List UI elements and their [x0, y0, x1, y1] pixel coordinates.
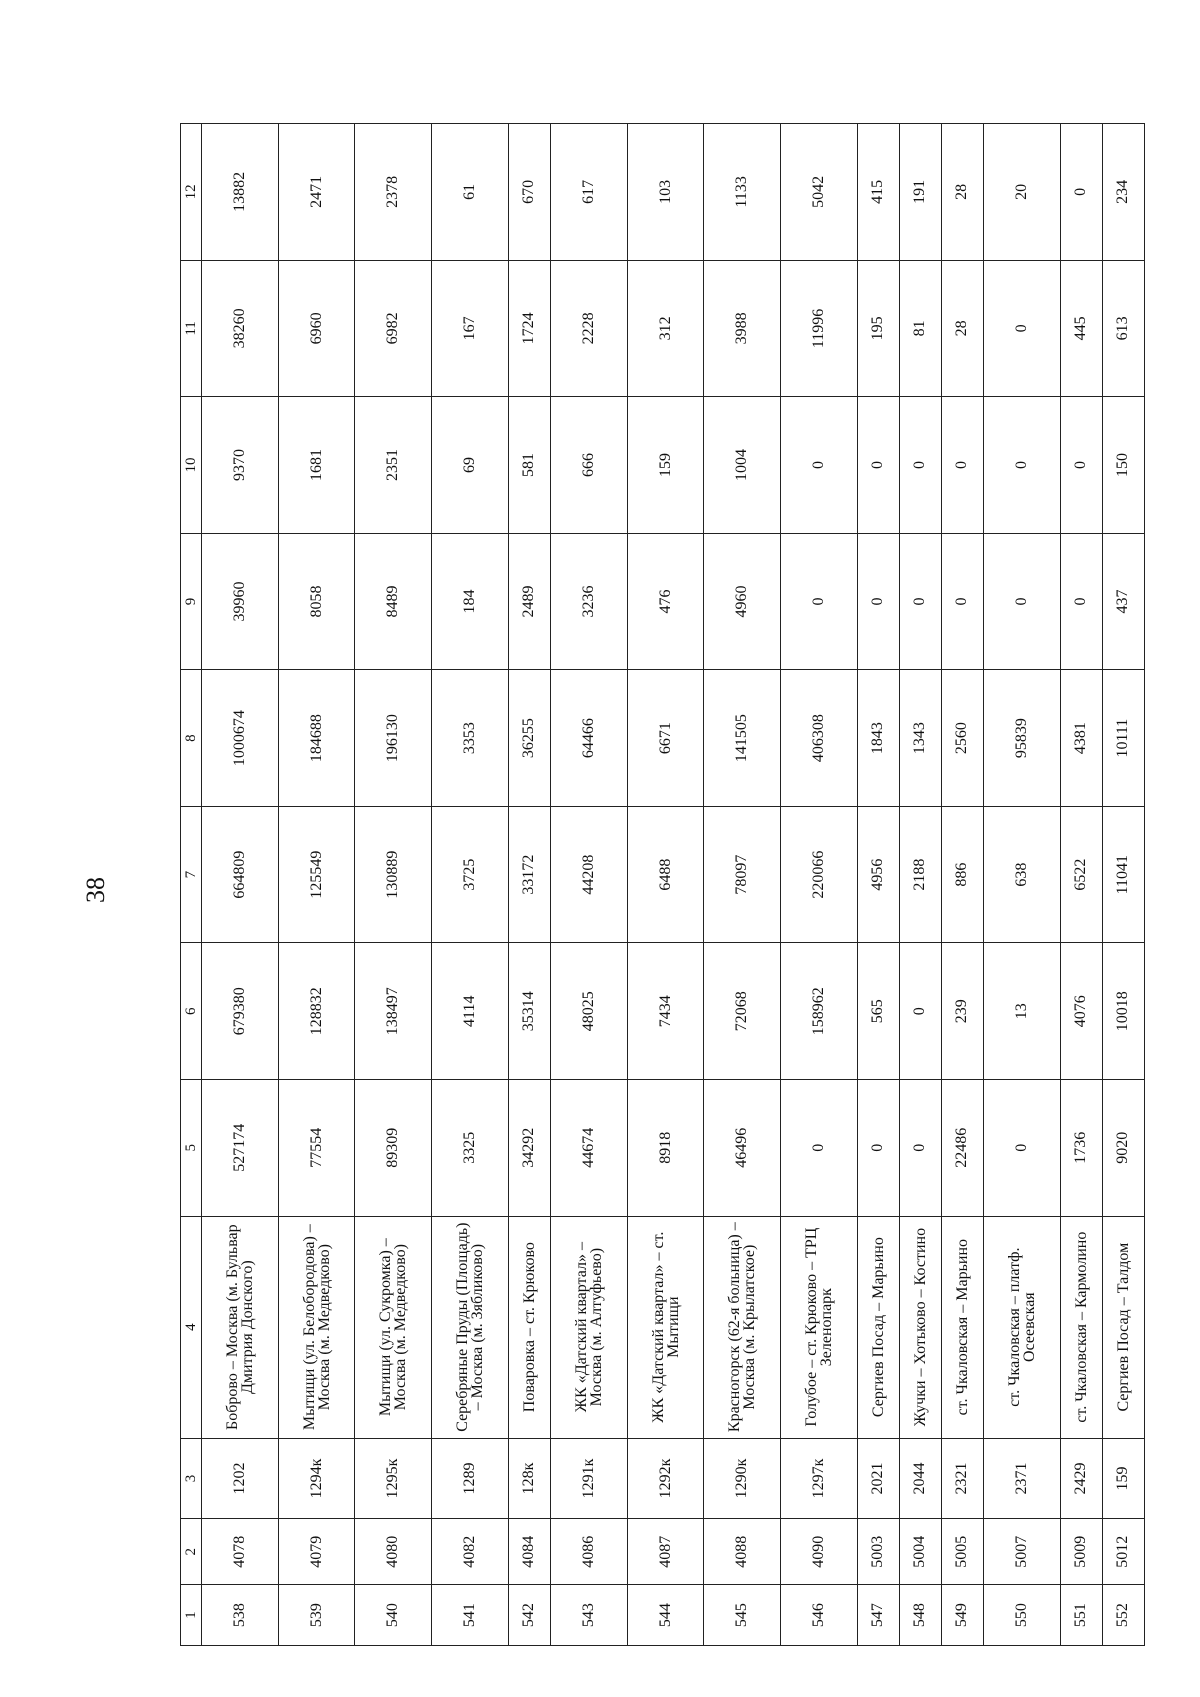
table-row	[432, 124, 509, 1646]
table-cell: 64466	[550, 670, 627, 807]
table-cell: 547	[857, 1585, 899, 1646]
table-cell: 44674	[550, 1080, 627, 1217]
table-cell: 541	[432, 1585, 509, 1646]
table-cell: 4084	[508, 1519, 550, 1585]
table-cell: 638	[984, 806, 1061, 943]
table-row	[1102, 124, 1144, 1646]
table-row	[984, 124, 1061, 1646]
table-cell: 2044	[899, 1438, 941, 1519]
table-cell: 11996	[781, 260, 858, 397]
table-cell: 2188	[899, 806, 941, 943]
table-cell: 89309	[355, 1080, 432, 1217]
route-cell: Серебряные Пруды (Площадь) – Москва (м. Зябликово)	[432, 1216, 509, 1438]
table-cell: 46496	[704, 1080, 781, 1217]
table-body	[202, 124, 1145, 1646]
table-cell: 1736	[1060, 1080, 1102, 1217]
table-cell: 13	[984, 943, 1061, 1080]
table-cell: 6522	[1060, 806, 1102, 943]
table-cell: 1004	[704, 397, 781, 534]
table-cell: 0	[857, 533, 899, 670]
table-cell: 437	[1102, 533, 1144, 670]
data-table	[180, 123, 1145, 1646]
table-cell: 540	[355, 1585, 432, 1646]
table-cell: 8918	[627, 1080, 704, 1217]
column-header: 5	[181, 1080, 202, 1217]
table-row	[355, 124, 432, 1646]
table-cell: 886	[941, 806, 983, 943]
table-cell: 1295к	[355, 1438, 432, 1519]
table-cell: 8489	[355, 533, 432, 670]
table-cell: 191	[899, 124, 941, 261]
table-cell: 3325	[432, 1080, 509, 1217]
table-cell: 544	[627, 1585, 704, 1646]
table-cell: 36255	[508, 670, 550, 807]
route-cell: Сергиев Посад – Марьино	[857, 1216, 899, 1438]
table-cell: 581	[508, 397, 550, 534]
table-cell: 1290к	[704, 1438, 781, 1519]
table-row	[278, 124, 355, 1646]
table-cell: 2429	[1060, 1438, 1102, 1519]
table-cell: 6671	[627, 670, 704, 807]
table-row	[202, 124, 279, 1646]
table-cell: 0	[899, 533, 941, 670]
table-cell: 0	[984, 1080, 1061, 1217]
table-cell: 4080	[355, 1519, 432, 1585]
table-cell: 128832	[278, 943, 355, 1080]
table-cell: 35314	[508, 943, 550, 1080]
column-header: 12	[181, 124, 202, 261]
table-cell: 9020	[1102, 1080, 1144, 1217]
table-cell: 670	[508, 124, 550, 261]
table-cell: 28	[941, 260, 983, 397]
table-cell: 234	[1102, 124, 1144, 261]
route-cell: ст. Чкаловская – Марьино	[941, 1216, 983, 1438]
table-cell: 546	[781, 1585, 858, 1646]
table-cell: 4956	[857, 806, 899, 943]
table-cell: 0	[857, 397, 899, 534]
table-cell: 613	[1102, 260, 1144, 397]
table-cell: 34292	[508, 1080, 550, 1217]
column-header: 2	[181, 1519, 202, 1585]
table-cell: 130889	[355, 806, 432, 943]
table-cell: 565	[857, 943, 899, 1080]
table-cell: 5012	[1102, 1519, 1144, 1585]
table-cell: 184	[432, 533, 509, 670]
table-cell: 2021	[857, 1438, 899, 1519]
table-row	[899, 124, 941, 1646]
route-cell: Сергиев Посад – Талдом	[1102, 1216, 1144, 1438]
table-cell: 5042	[781, 124, 858, 261]
table-cell: 476	[627, 533, 704, 670]
table-cell: 445	[1060, 260, 1102, 397]
table-cell: 0	[857, 1080, 899, 1217]
table-cell: 6960	[278, 260, 355, 397]
route-cell: ЖК «Датский квартал» – Москва (м. Алтуфьево)	[550, 1216, 627, 1438]
column-header: 1	[181, 1585, 202, 1646]
table-cell: 0	[899, 943, 941, 1080]
table-cell: 95839	[984, 670, 1061, 807]
table-cell: 22486	[941, 1080, 983, 1217]
table-row	[781, 124, 858, 1646]
table-cell: 5007	[984, 1519, 1061, 1585]
table-cell: 3725	[432, 806, 509, 943]
table-cell: 0	[941, 397, 983, 534]
route-cell: Голубое – ст. Крюково – ТРЦ Зеленопарк	[781, 1216, 858, 1438]
table-cell: 72068	[704, 943, 781, 1080]
table-cell: 158962	[781, 943, 858, 1080]
table-row	[704, 124, 781, 1646]
table-cell: 548	[899, 1585, 941, 1646]
data-table-rotated	[180, 123, 1145, 1646]
route-cell: Боброво – Москва (м. Бульвар Дмитрия Донского)	[202, 1216, 279, 1438]
column-header: 10	[181, 397, 202, 534]
table-cell: 5005	[941, 1519, 983, 1585]
table-cell: 4082	[432, 1519, 509, 1585]
table-cell: 38260	[202, 260, 279, 397]
table-cell: 617	[550, 124, 627, 261]
table-row	[1060, 124, 1102, 1646]
table-cell: 0	[941, 533, 983, 670]
table-cell: 128к	[508, 1438, 550, 1519]
table-cell: 159	[627, 397, 704, 534]
table-cell: 0	[984, 397, 1061, 534]
table-cell: 2489	[508, 533, 550, 670]
table-cell: 81	[899, 260, 941, 397]
table-cell: 2560	[941, 670, 983, 807]
table-cell: 552	[1102, 1585, 1144, 1646]
table-cell: 20	[984, 124, 1061, 261]
table-cell: 1681	[278, 397, 355, 534]
table-cell: 527174	[202, 1080, 279, 1217]
column-header: 11	[181, 260, 202, 397]
column-header: 8	[181, 670, 202, 807]
table-cell: 7434	[627, 943, 704, 1080]
table-cell: 0	[781, 533, 858, 670]
table-cell: 4079	[278, 1519, 355, 1585]
column-header: 3	[181, 1438, 202, 1519]
table-cell: 4960	[704, 533, 781, 670]
table-cell: 77554	[278, 1080, 355, 1217]
table-cell: 220066	[781, 806, 858, 943]
route-cell: ЖК «Датский квартал» – ст. Мытищи	[627, 1216, 704, 1438]
table-cell: 28	[941, 124, 983, 261]
table-cell: 184688	[278, 670, 355, 807]
table-cell: 406308	[781, 670, 858, 807]
table-cell: 0	[984, 260, 1061, 397]
table-cell: 1289	[432, 1438, 509, 1519]
table-cell: 664809	[202, 806, 279, 943]
table-cell: 2351	[355, 397, 432, 534]
table-cell: 4381	[1060, 670, 1102, 807]
table-cell: 9370	[202, 397, 279, 534]
table-cell: 312	[627, 260, 704, 397]
table-cell: 159	[1102, 1438, 1144, 1519]
table-cell: 44208	[550, 806, 627, 943]
table-cell: 138497	[355, 943, 432, 1080]
table-cell: 1343	[899, 670, 941, 807]
table-cell: 6488	[627, 806, 704, 943]
table-cell: 10018	[1102, 943, 1144, 1080]
table-cell: 4078	[202, 1519, 279, 1585]
table-cell: 679380	[202, 943, 279, 1080]
table-cell: 103	[627, 124, 704, 261]
table-cell: 0	[781, 397, 858, 534]
table-cell: 550	[984, 1585, 1061, 1646]
table-cell: 8058	[278, 533, 355, 670]
table-cell: 167	[432, 260, 509, 397]
table-cell: 1294к	[278, 1438, 355, 1519]
table-cell: 1202	[202, 1438, 279, 1519]
route-cell: Поваровка – ст. Крюково	[508, 1216, 550, 1438]
table-cell: 5003	[857, 1519, 899, 1585]
route-cell: Красногорск (62-я больница) – Москва (м. Крылатское)	[704, 1216, 781, 1438]
table-cell: 78097	[704, 806, 781, 943]
table-cell: 4086	[550, 1519, 627, 1585]
table-cell: 538	[202, 1585, 279, 1646]
route-cell: ст. Чкаловская – платф. Осеевская	[984, 1216, 1061, 1438]
column-header: 6	[181, 943, 202, 1080]
table-cell: 0	[1060, 124, 1102, 261]
table-cell: 2321	[941, 1438, 983, 1519]
table-cell: 551	[1060, 1585, 1102, 1646]
table-cell: 4076	[1060, 943, 1102, 1080]
table-cell: 415	[857, 124, 899, 261]
route-cell: Мытищи (ул. Белобородова) – Москва (м. Медведково)	[278, 1216, 355, 1438]
column-header: 9	[181, 533, 202, 670]
table-row	[627, 124, 704, 1646]
table-cell: 4090	[781, 1519, 858, 1585]
table-cell: 48025	[550, 943, 627, 1080]
table-cell: 1292к	[627, 1438, 704, 1519]
column-header: 4	[181, 1216, 202, 1438]
table-cell: 3988	[704, 260, 781, 397]
table-cell: 542	[508, 1585, 550, 1646]
table-cell: 196130	[355, 670, 432, 807]
table-cell: 549	[941, 1585, 983, 1646]
table-cell: 1291к	[550, 1438, 627, 1519]
route-cell: ст. Чкаловская – Кармолино	[1060, 1216, 1102, 1438]
table-cell: 61	[432, 124, 509, 261]
route-cell: Мытищи (ул. Сукромка) – Москва (м. Медведково)	[355, 1216, 432, 1438]
table-cell: 3353	[432, 670, 509, 807]
table-row	[550, 124, 627, 1646]
table-cell: 545	[704, 1585, 781, 1646]
table-cell: 125549	[278, 806, 355, 943]
table-row	[941, 124, 983, 1646]
table-cell: 0	[899, 1080, 941, 1217]
table-row	[857, 124, 899, 1646]
table-cell: 1133	[704, 124, 781, 261]
table-cell: 539	[278, 1585, 355, 1646]
table-cell: 33172	[508, 806, 550, 943]
table-cell: 4087	[627, 1519, 704, 1585]
table-cell: 666	[550, 397, 627, 534]
table-cell: 5009	[1060, 1519, 1102, 1585]
column-header: 7	[181, 806, 202, 943]
table-cell: 2471	[278, 124, 355, 261]
table-cell: 1297к	[781, 1438, 858, 1519]
table-cell: 13882	[202, 124, 279, 261]
table-cell: 2378	[355, 124, 432, 261]
table-cell: 1724	[508, 260, 550, 397]
table-cell: 0	[899, 397, 941, 534]
table-cell: 39960	[202, 533, 279, 670]
table-cell: 239	[941, 943, 983, 1080]
table-cell: 5004	[899, 1519, 941, 1585]
table-cell: 141505	[704, 670, 781, 807]
table-cell: 150	[1102, 397, 1144, 534]
table-cell: 11041	[1102, 806, 1144, 943]
table-cell: 0	[1060, 397, 1102, 534]
table-cell: 69	[432, 397, 509, 534]
table-cell: 2228	[550, 260, 627, 397]
table-cell: 6982	[355, 260, 432, 397]
table-cell: 0	[781, 1080, 858, 1217]
table-cell: 543	[550, 1585, 627, 1646]
table-cell: 0	[984, 533, 1061, 670]
route-cell: Жучки – Хотьково – Костино	[899, 1216, 941, 1438]
table-cell: 1843	[857, 670, 899, 807]
table-cell: 2371	[984, 1438, 1061, 1519]
header-row	[181, 124, 202, 1646]
table-cell: 4114	[432, 943, 509, 1080]
table-cell: 195	[857, 260, 899, 397]
table-row	[508, 124, 550, 1646]
table-cell: 1000674	[202, 670, 279, 807]
table-cell: 4088	[704, 1519, 781, 1585]
table-cell: 3236	[550, 533, 627, 670]
table-cell: 0	[1060, 533, 1102, 670]
page-number: 38	[81, 877, 110, 903]
table-cell: 10111	[1102, 670, 1144, 807]
